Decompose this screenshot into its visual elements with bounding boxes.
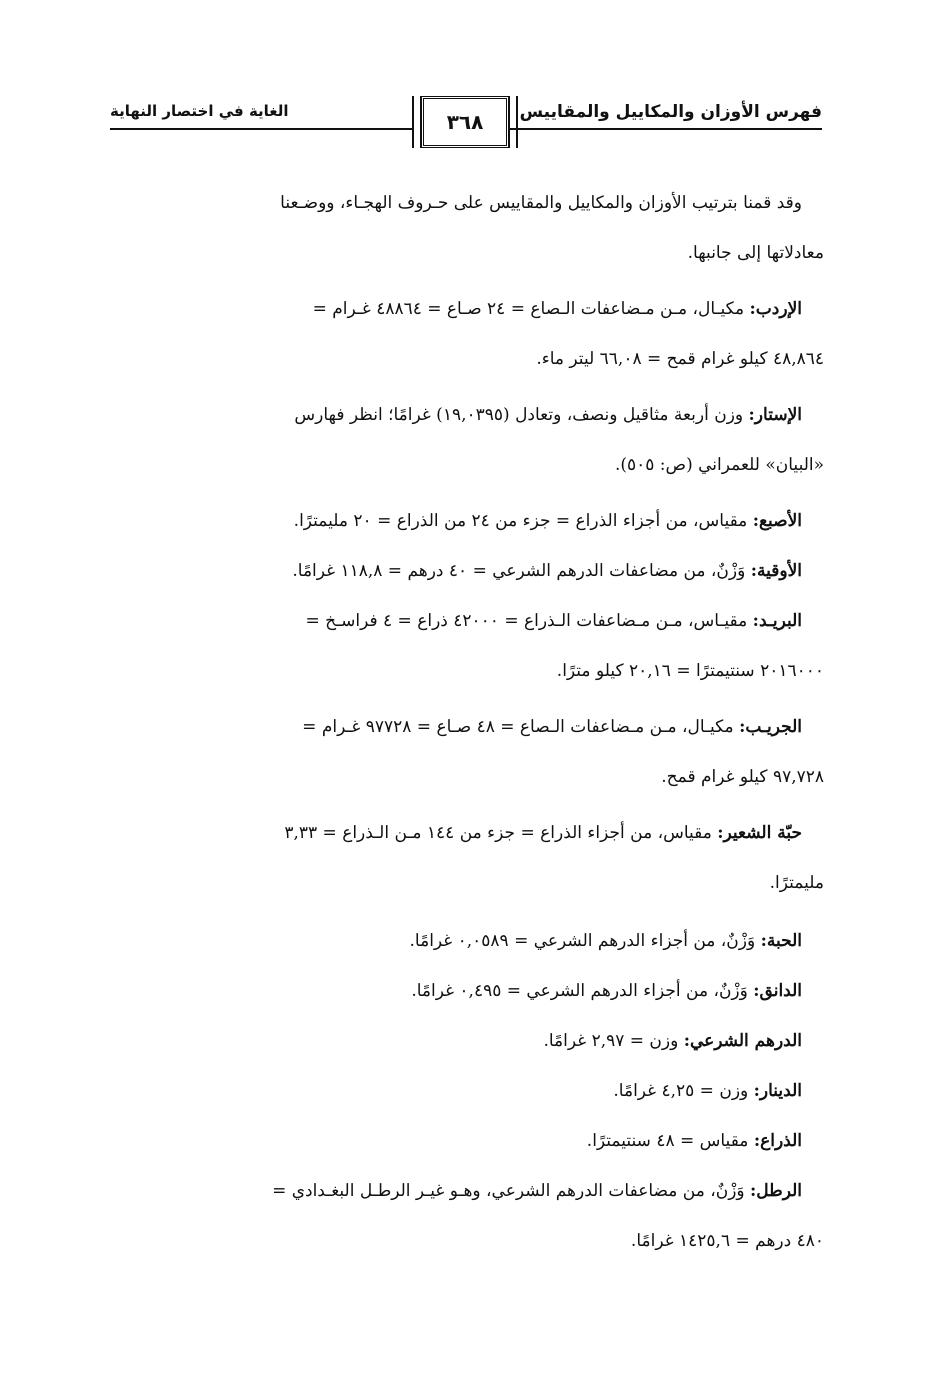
entry-text: وَزْنٌ، من أجزاء الدرهم الشرعي = ٠,٤٩٥ غرامًا. [411,981,754,1001]
page-number-frame [421,96,509,148]
entry-term: الأصبع: [752,511,802,531]
entry-text: مكيـال، مـن مـضاعفات الـصاع = ٤٨ صـاع = ٩٧٧٢٨ غـرام = [302,717,740,737]
entry-ardab [112,284,824,384]
entry-term: الإستار: [748,405,802,425]
entry-line [112,1016,824,1066]
entry-uqiya [112,546,824,596]
entry-line [112,284,824,334]
header-book-title: الغاية في اختصار النهاية [110,102,289,120]
entry-text: وَزْنٌ، من مضاعفات الدرهم الشرعي، وهـو غيـر الرطـل البغـدادي = [272,1181,751,1201]
entry-term: البريـد: [752,611,802,631]
entry-line [112,546,824,596]
entry-line [112,1066,824,1116]
entry-line [112,702,824,752]
entry-term: الأوقية: [750,561,802,581]
entry-text: مكيـال، مـن مـضاعفات الـصاع = ٢٤ صـاع = ٤٨٨٦٤ غـرام = [312,299,750,319]
entry-line: ٤٨,٨٦٤ كيلو غرام قمح = ٦٦,٠٨ ليتر ماء. [536,349,824,369]
entry-text: وَزْنٌ، من مضاعفات الدرهم الشرعي = ٤٠ درهم = ١١٨,٨ غرامًا. [292,561,751,581]
entry-text: مقيـاس، مـن مـضاعفات الـذراع = ٤٢٠٠٠ ذراع = ٤ فراسـخ = [305,611,753,631]
entry-text: مقياس = ٤٨ سنتيمترًا. [586,1131,754,1151]
entry-line [112,496,824,546]
entry-text: مقياس، من أجزاء الذراع = جزء من ١٤٤ مـن الـذراع = ٣,٣٣ [284,823,718,843]
entry-text: وزن = ٤,٢٥ غرامًا. [613,1081,754,1101]
entry-line [112,1166,824,1216]
entry-text: وزن = ٢,٩٧ غرامًا. [543,1031,684,1051]
entry-habbat-shaeer [112,808,824,908]
entry-term: الإردب: [749,299,802,319]
header-rule-left [110,128,414,130]
entry-dinar [112,1066,824,1116]
entry-line [112,596,824,646]
entry-barid [112,596,824,696]
entry-term: الرطل: [750,1181,802,1201]
entry-habba [112,916,824,966]
entry-isba [112,496,824,546]
entry-term: حبّة الشعير: [717,823,802,843]
entry-term: الدانق: [753,981,802,1001]
entry-istar [112,390,824,490]
entry-line [112,390,824,440]
entry-text: وزن أربعة مثاقيل ونصف، وتعادل (١٩,٠٣٩٥) غرامًا؛ انظر فهارس [294,405,749,425]
intro-line: وقد قمنا بترتيب الأوزان والمكاييل والمقاييس على حـروف الهجـاء، ووضـعنا [280,193,802,213]
page-number: ٣٦٨ [446,110,484,134]
intro-paragraph [112,178,824,278]
entry-line [112,916,824,966]
entry-term: الحبة: [760,931,802,951]
entry-ratl [112,1166,824,1266]
entry-term: الجريـب: [739,717,802,737]
entry-dhira [112,1116,824,1166]
running-header [110,92,822,152]
entry-line: ٩٧,٧٢٨ كيلو غرام قمح. [661,767,824,787]
entry-text: مقياس، من أجزاء الذراع = جزء من ٢٤ من الذراع = ٢٠ مليمترًا. [293,511,753,531]
entry-text: وَزْنٌ، من أجزاء الدرهم الشرعي = ٠,٠٥٨٩ غرامًا. [409,931,761,951]
entry-dirham [112,1016,824,1066]
intro-line: معادلاتها إلى جانبها. [687,243,824,263]
entry-daniq [112,966,824,1016]
entry-line [112,966,824,1016]
entry-term: الذراع: [753,1131,802,1151]
entry-line: ٤٨٠ درهم = ١٤٢٥,٦ غرامًا. [630,1231,824,1251]
entry-jarib [112,702,824,802]
header-section-title: فهرس الأوزان والمكاييل والمقاييس [519,102,822,122]
entry-line [112,1116,824,1166]
page-body [112,178,824,1266]
entry-term: الدينار: [753,1081,802,1101]
header-rule-right [504,128,822,130]
entry-line: «البيان» للعمراني (ص: ٥٠٥). [614,455,824,475]
entry-line [112,808,824,858]
entry-line: ٢٠١٦٠٠٠ سنتيمترًا = ٢٠,١٦ كيلو مترًا. [556,661,824,681]
entry-line: مليمترًا. [769,873,824,893]
entry-term: الدرهم الشرعي: [683,1031,802,1051]
